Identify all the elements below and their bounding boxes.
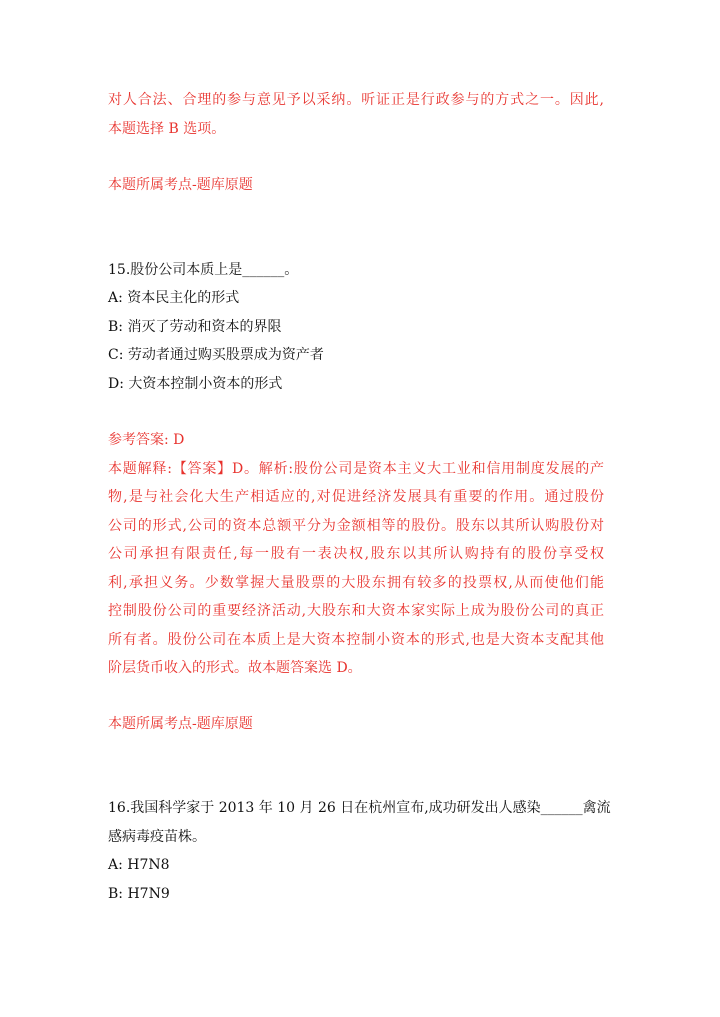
prev-source-label: 本题所属考点-题库原题 (108, 177, 253, 193)
q15-explanation-line-5: 利,承担义务。少数掌握大量股票的大股东拥有较多的投票权,从而使他们能 (108, 575, 604, 591)
q16-stem-line-1: 16.我国科学家于 2013 年 10 月 26 日在杭州宣布,成功研发出人感染______禽流 (108, 800, 611, 816)
q15-explanation-line-7: 所有者。股份公司在本质上是大资本控制小资本的形式,也是大资本支配其他 (108, 632, 604, 648)
q15-explanation-line-6: 控制股份公司的重要经济活动,大股东和大资本家实际上成为股份公司的真正 (108, 603, 604, 619)
q15-explanation-line-3: 公司的形式,公司的资本总额平分为金额相等的股份。股东以其所认购股份对 (108, 518, 604, 534)
q15-option-a: A: 资本民主化的形式 (108, 290, 240, 306)
q15-stem: 15.股份公司本质上是______。 (108, 262, 299, 278)
q16-option-a: A: H7N8 (108, 857, 170, 873)
q15-option-b: B: 消灭了劳动和资本的界限 (108, 319, 282, 335)
q15-option-d: D: 大资本控制小资本的形式 (108, 376, 283, 392)
q15-explanation-line-1: 本题解释:【答案】D。解析:股份公司是资本主义大工业和信用制度发展的产 (108, 461, 604, 477)
q16-option-b: B: H7N9 (108, 886, 170, 902)
q15-explanation-line-8: 阶层货币收入的形式。故本题答案选 D。 (108, 660, 362, 676)
prev-explanation-line-1: 对人合法、合理的参与意见予以采纳。听证正是行政参与的方式之一。因此, (108, 92, 604, 108)
q15-option-c: C: 劳动者通过购买股票成为资产者 (108, 347, 324, 363)
prev-explanation-line-2: 本题选择 B 选项。 (108, 121, 226, 137)
q15-explanation-line-2: 物,是与社会化大生产相适应的,对促进经济发展具有重要的作用。通过股份 (108, 489, 604, 505)
q15-source-label: 本题所属考点-题库原题 (108, 716, 253, 732)
q16-stem-line-2: 感病毒疫苗株。 (108, 829, 206, 845)
q15-answer: 参考答案: D (108, 432, 185, 448)
q15-explanation-line-4: 公司承担有限责任,每一股有一表决权,股东以其所认购持有的股份享受权 (108, 546, 604, 562)
